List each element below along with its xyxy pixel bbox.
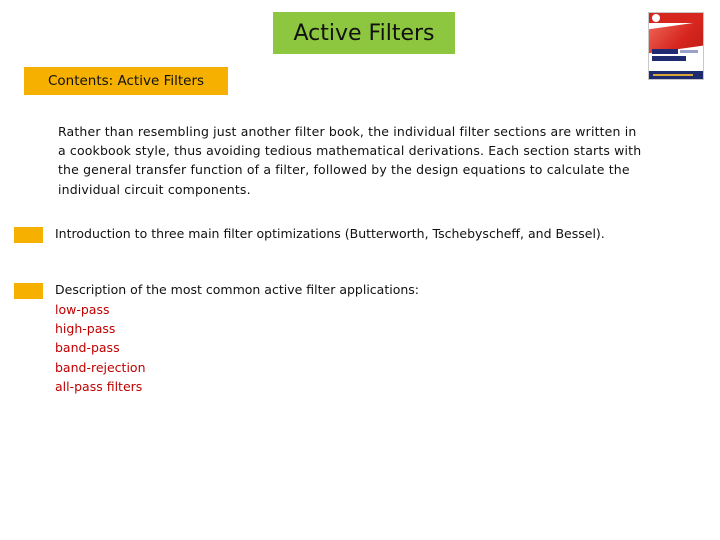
book-cover-icon <box>648 12 704 80</box>
list-item: high-pass <box>55 321 116 337</box>
bullet-text-1: Introduction to three main filter optimizations (Butterworth, Tschebyscheff, and Bessel). <box>55 226 605 241</box>
slide-title: Active Filters <box>293 20 435 46</box>
contents-subtitle: Contents: Active Filters <box>47 73 205 89</box>
contents-subtitle-box <box>24 67 228 95</box>
bullet-marker-2 <box>14 283 43 299</box>
list-item: band-pass <box>55 340 120 356</box>
list-item: band-rejection <box>55 359 146 375</box>
list-item: all-pass filters <box>55 378 143 394</box>
intro-paragraph: Rather than resembling just another filter book, the individual filter sections are written in a cookbook style, thus avoiding tedious mathematical derivations. Each section starts with the general transfer function of a filter, followed by the design equations to calculate the individual circuit components. <box>58 124 642 197</box>
bullet-text-2: Description of the most common active filter applications: <box>55 282 419 297</box>
bullet-marker-1 <box>14 227 43 243</box>
slide-title-box <box>273 12 455 54</box>
list-item: low-pass <box>55 302 110 317</box>
application-list <box>55 300 146 396</box>
